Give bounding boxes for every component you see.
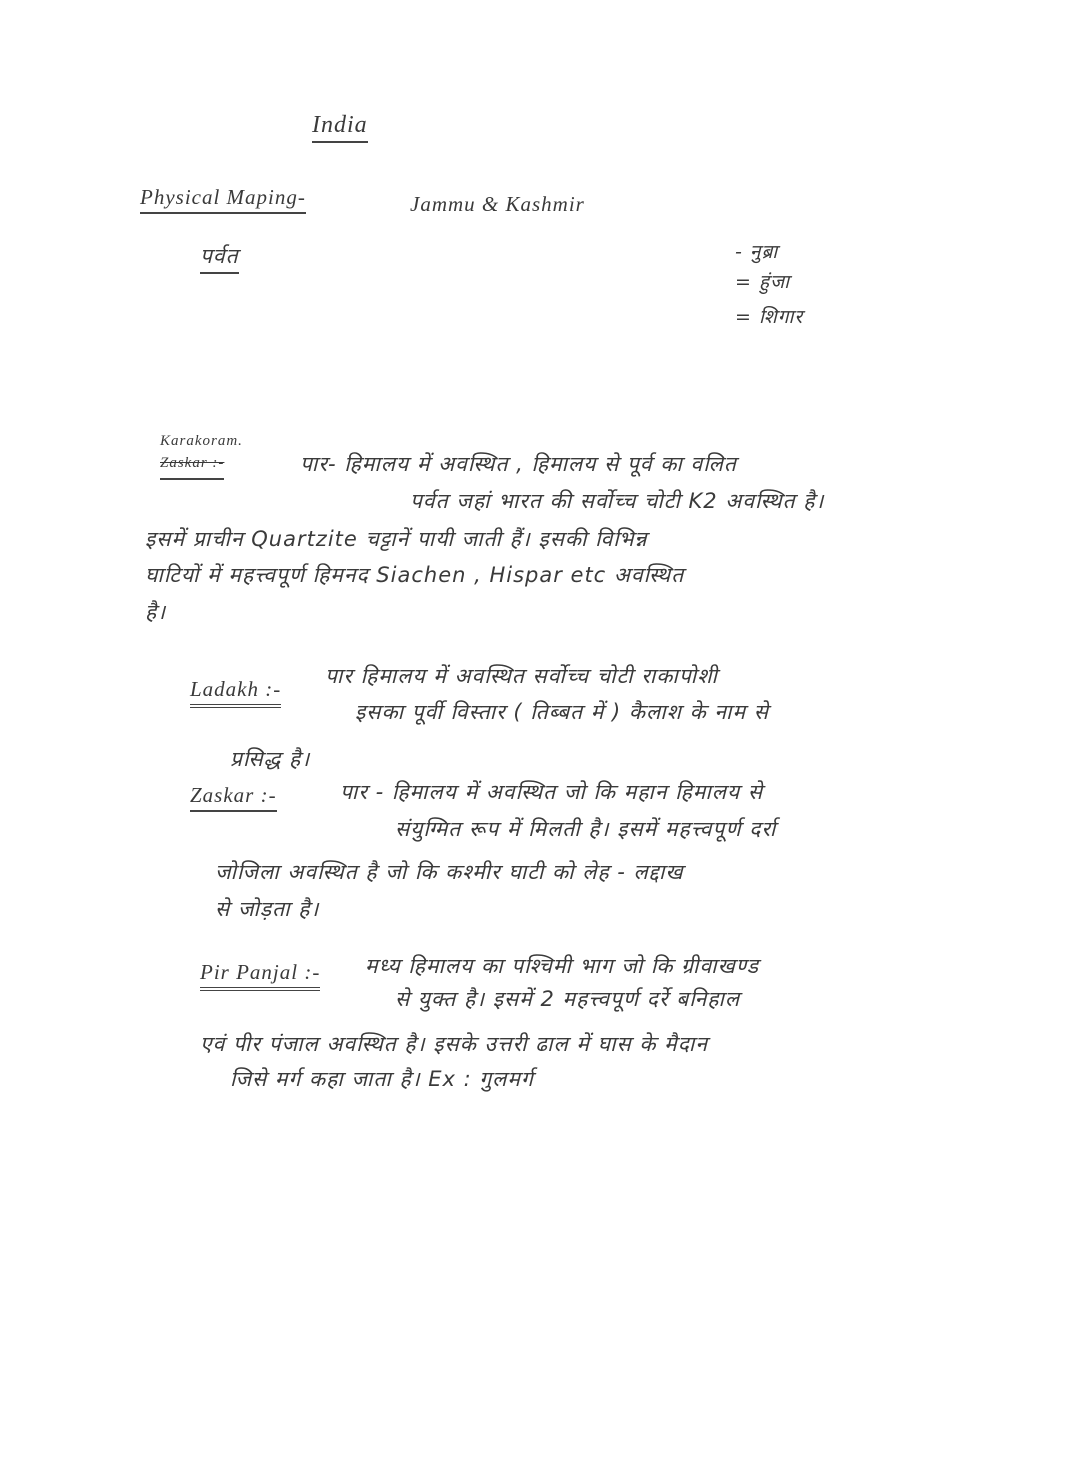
region-heading: Jammu & Kashmir xyxy=(410,192,585,216)
ladakh-label: Ladakh :- xyxy=(190,677,281,708)
text-line: जिसे मर्ग कहा जाता है। Ex : गुलमर्ग xyxy=(230,1067,534,1091)
physical-mapping-heading: Physical Maping- xyxy=(140,185,306,214)
text-line: पर्वत जहां भारत की सर्वोच्च चोटी K2 अवस्थित है। xyxy=(410,489,825,513)
text-line: पार हिमालय में अवस्थित सर्वोच्च चोटी राकापोशी xyxy=(325,664,718,688)
valley-list-item: - नुब्रा xyxy=(735,241,779,263)
karakoram-label: Karakoram. xyxy=(160,433,243,449)
mountains-subheading: पर्वत xyxy=(200,242,239,274)
page-title: India xyxy=(312,112,368,143)
valley-list-item: = हुंजा xyxy=(735,271,791,293)
text-line: मध्य हिमालय का पश्चिमी भाग जो कि ग्रीवाखण्ड xyxy=(365,954,759,978)
text-line: से युक्त है। इसमें 2 महत्त्वपूर्ण दर्रे बनिहाल xyxy=(395,987,741,1011)
text-line: है। xyxy=(145,600,167,624)
valley-list-item: = शिगार xyxy=(735,306,804,328)
pir-panjal-label: Pir Panjal :- xyxy=(200,960,320,991)
zaskar-label: Zaskar :- xyxy=(190,783,277,812)
text-line: जोजिला अवस्थित है जो कि कश्मीर घाटी को लेह - लद्दाख xyxy=(215,860,684,884)
text-line: एवं पीर पंजाल अवस्थित है। इसके उत्तरी ढाल में घास के मैदान xyxy=(200,1032,708,1056)
text-line: इसमें प्राचीन Quartzite चट्टानें पायी जाती हैं। इसकी विभिन्न xyxy=(145,527,648,551)
text-line: संयुग्मित रूप में मिलती है। इसमें महत्त्वपूर्ण दर्रा xyxy=(395,817,777,841)
text-line: पार- हिमालय में अवस्थित , हिमालय से पूर्व का वलित xyxy=(300,452,737,476)
text-line: पार - हिमालय में अवस्थित जो कि महान हिमालय से xyxy=(340,780,764,804)
text-line: प्रसिद्ध है। xyxy=(230,747,311,771)
text-line: घाटियों में महत्त्वपूर्ण हिमनद Siachen , Hispar etc अवस्थित xyxy=(145,563,685,587)
text-line: से जोड़ता है। xyxy=(215,897,320,921)
text-line: इसका पूर्वी विस्तार ( तिब्बत में ) कैलाश के नाम से xyxy=(355,700,769,724)
struck-label: Zaskar :- xyxy=(160,455,224,480)
